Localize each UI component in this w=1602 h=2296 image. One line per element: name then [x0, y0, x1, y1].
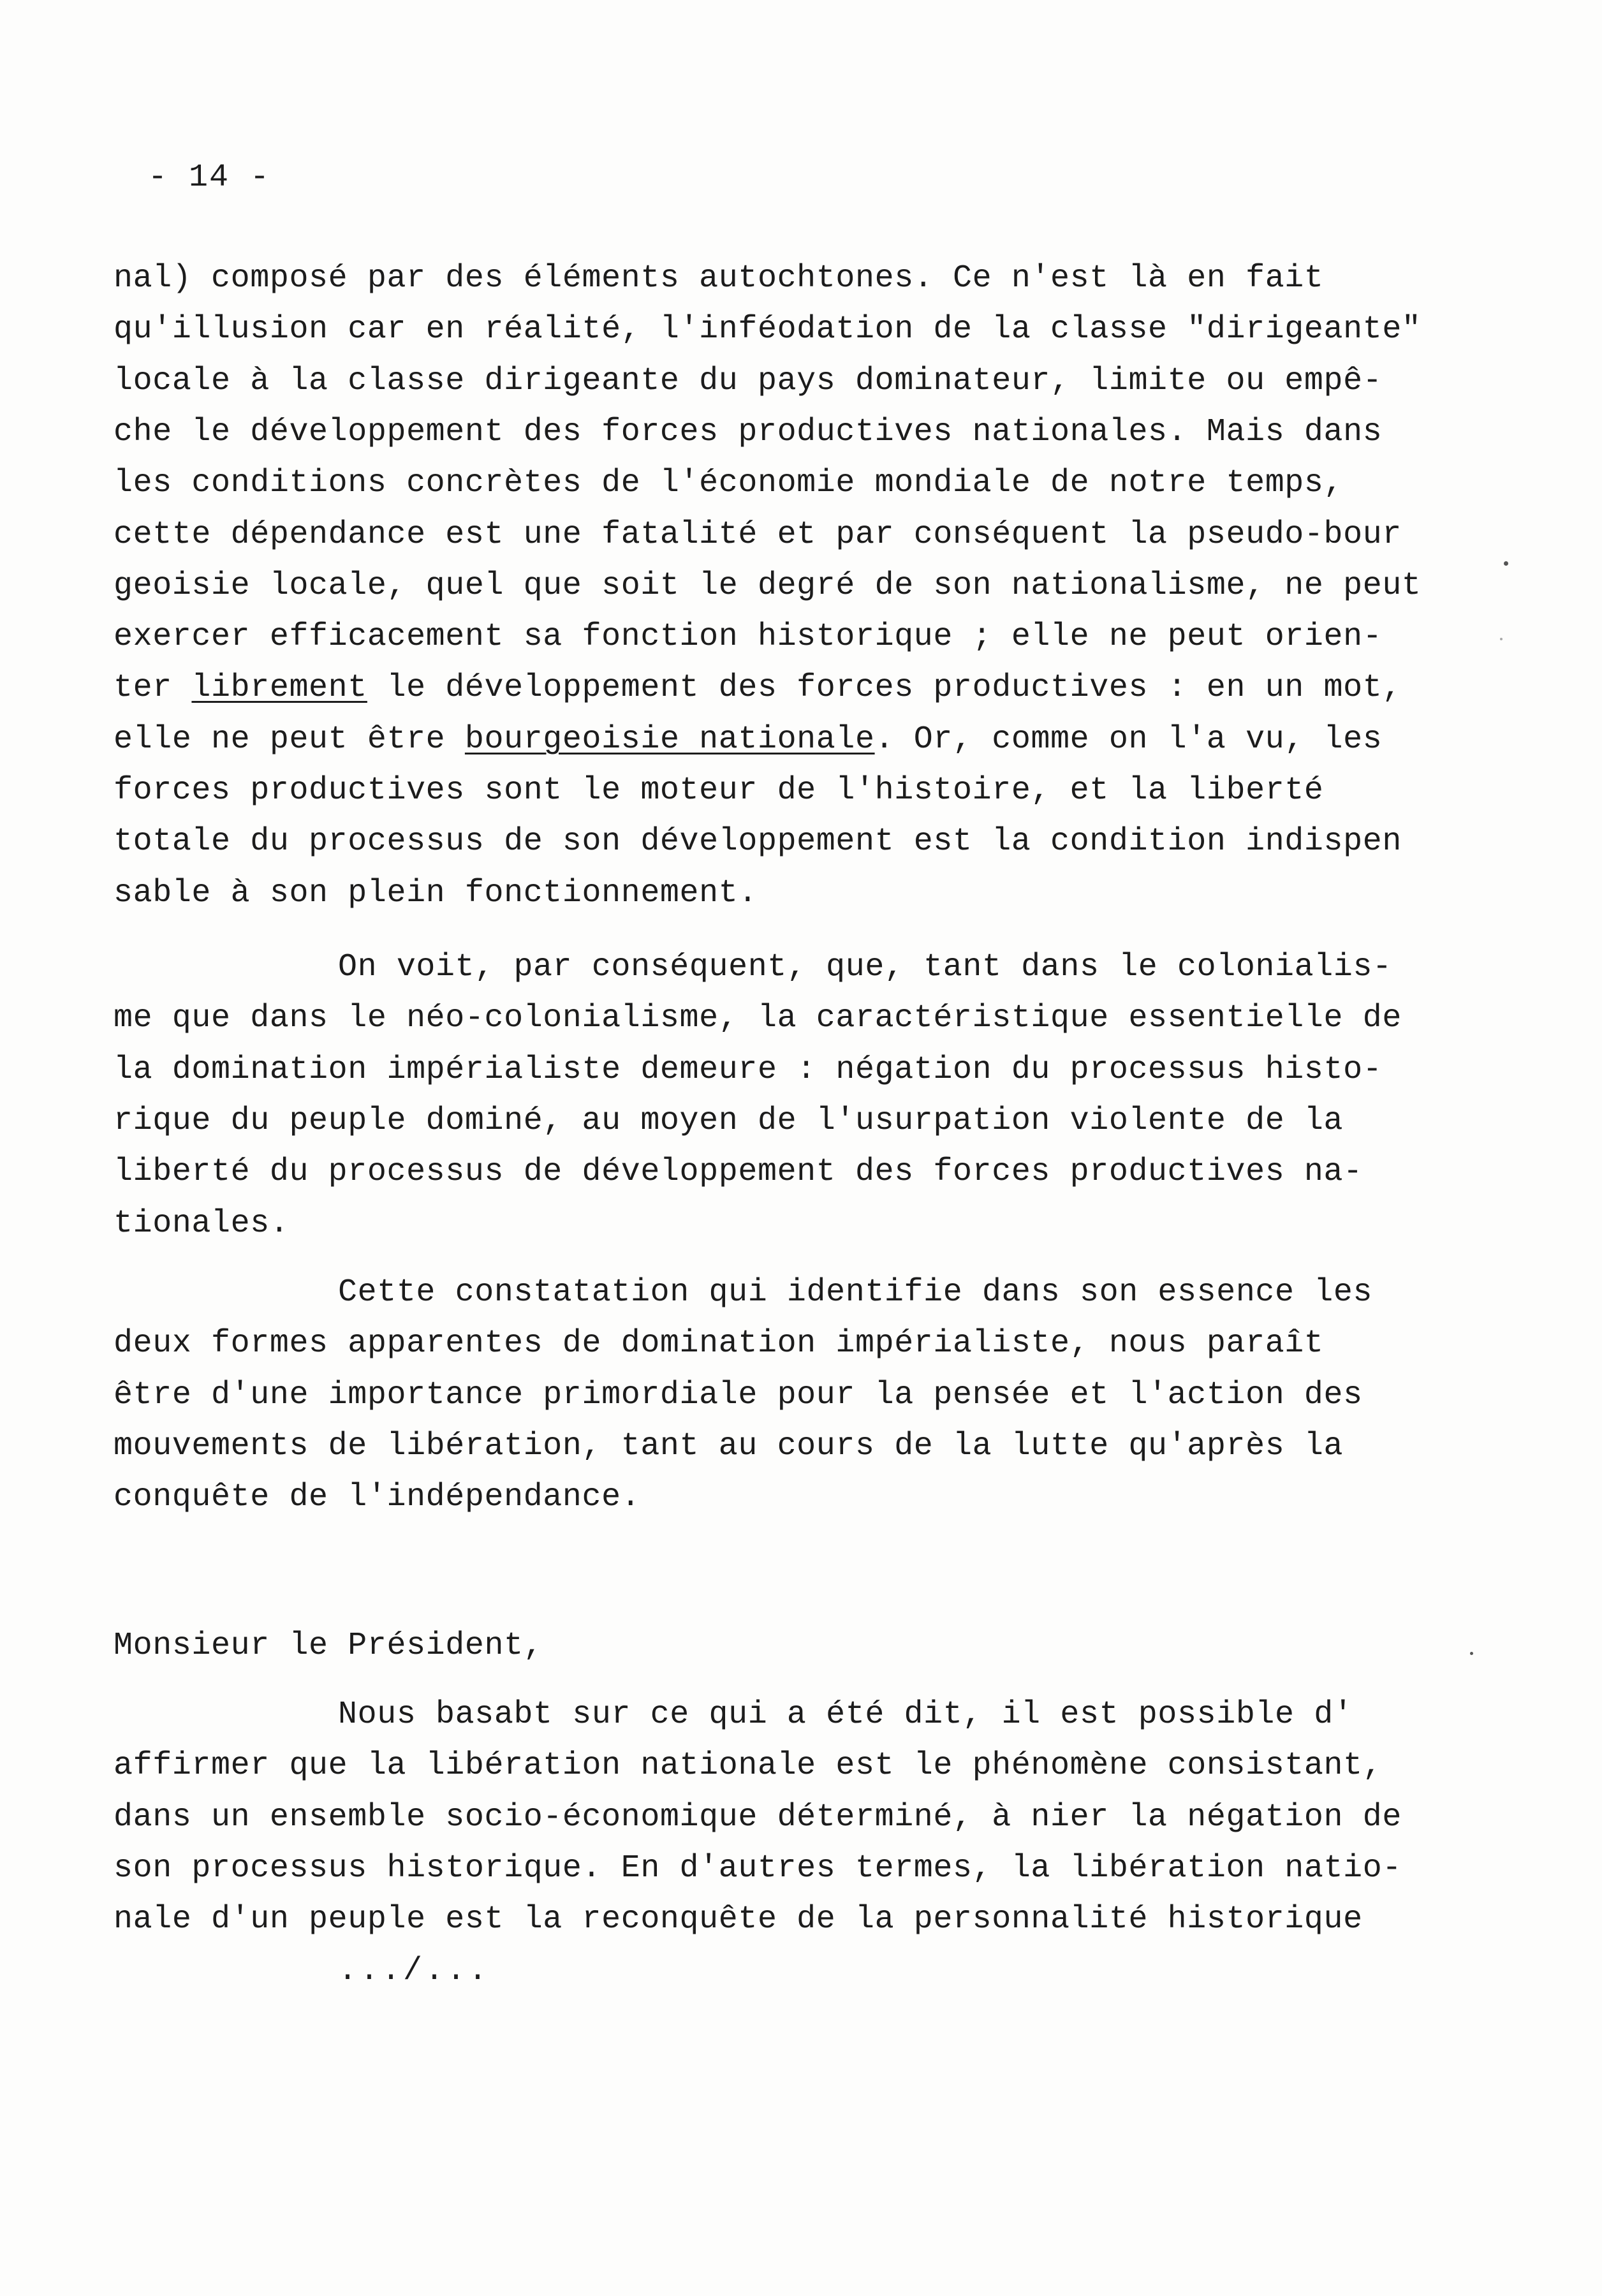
text-line — [338, 949, 1392, 985]
text-line — [114, 260, 1324, 297]
text-line — [114, 1748, 1382, 1784]
text-line — [114, 568, 1422, 604]
text-segment: Nous basabt sur ce qui a été dit, il est possible d' — [338, 1696, 1353, 1733]
text-segment: me que dans le néo-colonialisme, la caractéristique essentielle de — [114, 1000, 1402, 1036]
text-segment: locale à la classe dirigeante du pays dominateur, limite ou empê- — [114, 363, 1383, 399]
text-line — [114, 1479, 640, 1515]
text-segment: elle ne peut être — [114, 721, 465, 758]
text-line — [114, 1628, 543, 1664]
text-line — [114, 1000, 1402, 1036]
page-number: - 14 - — [148, 159, 271, 196]
text-segment: geoisie locale, quel que soit le degré de son nationalisme, ne peut — [114, 568, 1422, 604]
text-segment: cette dépendance est une fatalité et par conséquent la pseudo-bour — [114, 517, 1402, 553]
text-segment: affirmer que la libération nationale est le phénomène consistant, — [114, 1748, 1383, 1784]
text-line — [114, 1052, 1382, 1088]
text-segment: conquête de l'indépendance. — [114, 1479, 641, 1515]
text-line — [114, 721, 1382, 758]
text-line — [114, 414, 1382, 450]
text-line — [114, 1205, 289, 1242]
text-segment: son processus historique. En d'autres termes, la libération natio- — [114, 1850, 1402, 1887]
text-segment: totale du processus de son développement est la condition indispen — [114, 823, 1402, 860]
text-line — [114, 619, 1382, 655]
text-line — [114, 1901, 1363, 1938]
text-segment: Cette constatation qui identifie dans son essence les — [338, 1274, 1373, 1311]
text-line — [114, 363, 1382, 399]
text-segment: Monsieur le Président, — [114, 1628, 543, 1664]
text-line — [114, 465, 1343, 501]
text-segment: qu'illusion car en réalité, l'inféodation de la classe "dirigeante" — [114, 311, 1422, 348]
underlined-text: bourgeoisie nationale — [464, 721, 875, 758]
text-segment: la domination impérialiste demeure : négation du processus histo- — [114, 1052, 1383, 1088]
text-line — [114, 517, 1402, 553]
text-line — [114, 875, 758, 911]
text-segment: forces productives sont le moteur de l'histoire, et la liberté — [114, 772, 1324, 809]
text-line — [114, 772, 1324, 809]
scan-speck — [1504, 561, 1508, 566]
scan-speck — [1470, 1652, 1473, 1655]
text-segment: rique du peuple dominé, au moyen de l'usurpation violente de la — [114, 1103, 1344, 1139]
text-line — [114, 1799, 1402, 1836]
text-segment: dans un ensemble socio-économique déterminé, à nier la négation de — [114, 1799, 1402, 1836]
text-segment: les conditions concrètes de l'économie mondiale de notre temps, — [114, 465, 1344, 501]
text-segment: sable à son plein fonctionnement. — [114, 875, 758, 911]
text-segment: tionales. — [114, 1205, 290, 1242]
text-segment: mouvements de libération, tant au cours de la lutte qu'après la — [114, 1428, 1344, 1464]
text-line — [338, 1274, 1372, 1311]
text-line — [114, 1103, 1343, 1139]
text-line — [114, 1850, 1402, 1887]
continuation-marker: .../... — [338, 1953, 490, 1989]
text-line — [114, 1325, 1324, 1362]
text-segment: le développement des forces productives : en un mot, — [367, 670, 1402, 706]
text-line — [114, 1377, 1363, 1413]
text-line — [114, 1428, 1343, 1464]
text-segment: exercer efficacement sa fonction historique ; elle ne peut orien- — [114, 619, 1383, 655]
text-segment: être d'une importance primordiale pour la pensée et l'action des — [114, 1377, 1363, 1413]
text-segment: che le développement des forces productives nationales. Mais dans — [114, 414, 1383, 450]
text-segment: On voit, par conséquent, que, tant dans le colonialis- — [338, 949, 1392, 985]
text-segment: . Or, comme on l'a vu, les — [874, 721, 1383, 758]
text-line — [114, 1154, 1363, 1190]
text-line — [114, 823, 1402, 860]
text-segment: nale d'un peuple est la reconquête de la personnalité historique — [114, 1901, 1363, 1938]
text-segment: nal) composé par des éléments autochtones. Ce n'est là en fait — [114, 260, 1324, 297]
scan-speck — [1500, 638, 1503, 640]
text-line — [114, 670, 1402, 706]
text-line — [114, 311, 1422, 348]
text-segment: ter — [114, 670, 192, 706]
text-segment: deux formes apparentes de domination impérialiste, nous paraît — [114, 1325, 1324, 1362]
text-line — [338, 1696, 1353, 1733]
underlined-text: librement — [191, 670, 367, 706]
text-segment: liberté du processus de développement des forces productives na- — [114, 1154, 1363, 1190]
